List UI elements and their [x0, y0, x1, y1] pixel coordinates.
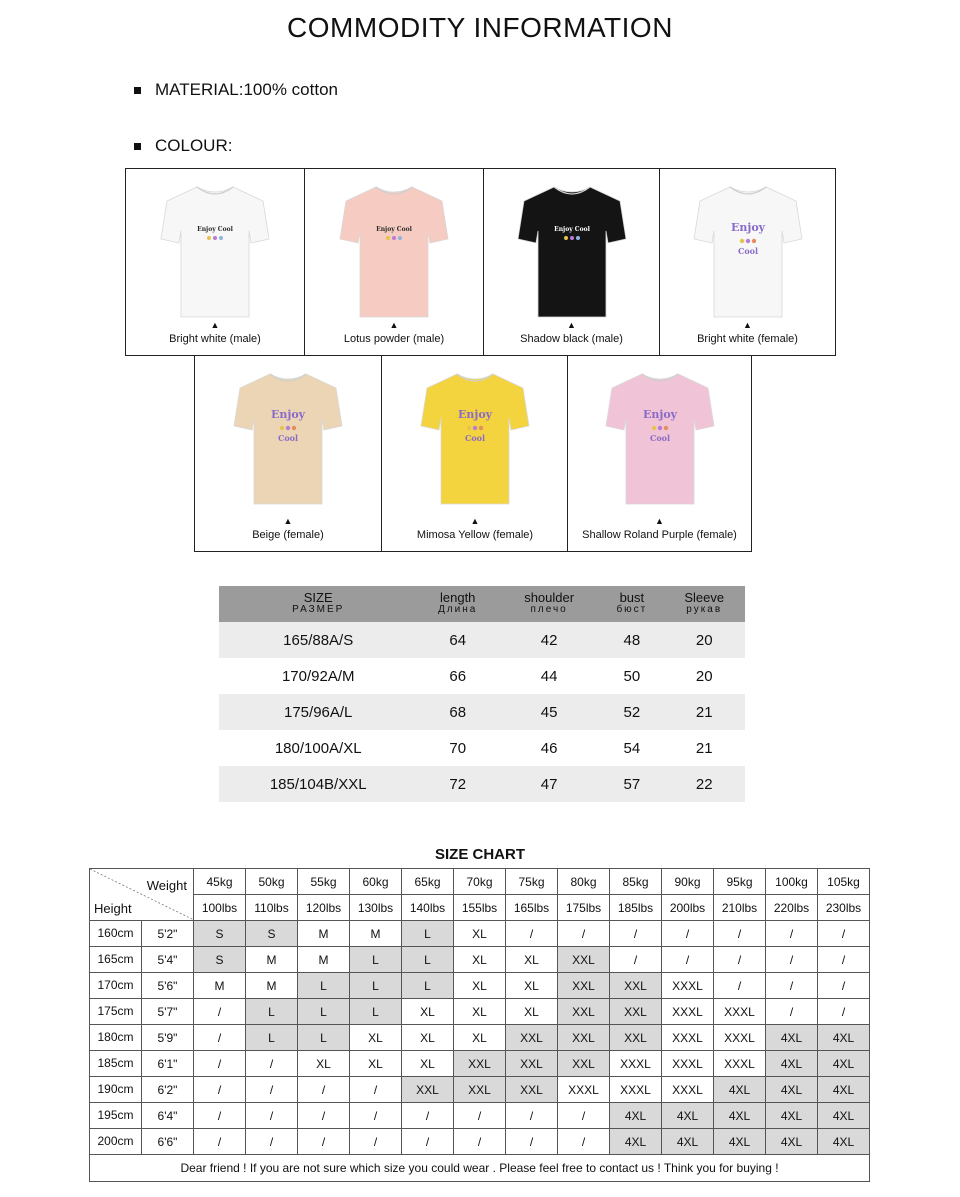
cell-bust: 54: [623, 739, 641, 757]
cell-bust: 50: [623, 667, 641, 685]
weight-kg-header: 60kg: [350, 869, 402, 895]
size-cell: /: [818, 999, 870, 1025]
table-row: [90, 1025, 870, 1051]
size-cell: XL: [506, 999, 558, 1025]
size-cell: /: [298, 1103, 350, 1129]
table-row: [90, 999, 870, 1025]
size-cell: XXL: [558, 1051, 610, 1077]
size-cell: XL: [506, 947, 558, 973]
weight-kg-header: 65kg: [402, 869, 454, 895]
size-cell: 4XL: [714, 1129, 766, 1155]
size-cell: 4XL: [766, 1129, 818, 1155]
size-cell: /: [610, 947, 662, 973]
table-row: [219, 658, 745, 694]
height-ft: 5'4": [157, 952, 178, 967]
size-cell: XXXL: [662, 1051, 714, 1077]
size-cell: /: [194, 1051, 246, 1077]
weight-lbs-header: 230lbs: [818, 895, 870, 921]
weight-kg-header: 85kg: [610, 869, 662, 895]
chart-corner-cell: [90, 869, 194, 921]
size-cell: L: [298, 973, 350, 999]
size-cell: S: [194, 921, 246, 947]
size-cell: 4XL: [818, 1051, 870, 1077]
chart-weight-lbs-row: [90, 895, 870, 921]
height-ft: 6'6": [157, 1134, 178, 1149]
header-bust: bust бюст: [600, 586, 663, 622]
size-cell: /: [506, 921, 558, 947]
size-cell: /: [558, 1129, 610, 1155]
size-cell: /: [818, 973, 870, 999]
size-cell: /: [558, 921, 610, 947]
size-cell: /: [662, 947, 714, 973]
size-cell: 4XL: [766, 1103, 818, 1129]
cell-shoulder: 45: [498, 694, 600, 730]
height-ft: 6'4": [157, 1108, 178, 1123]
size-cell: XXL: [454, 1051, 506, 1077]
height-cm: 175cm: [90, 999, 142, 1024]
cell-sleeve: 22: [663, 766, 745, 802]
weight-lbs-header: 155lbs: [454, 895, 506, 921]
tshirt-image-icon: [604, 368, 716, 513]
size-cell: XXL: [402, 1077, 454, 1103]
size-cell: 4XL: [662, 1129, 714, 1155]
size-cell: 4XL: [662, 1103, 714, 1129]
height-cell: [90, 1103, 194, 1129]
weight-lbs-header: 185lbs: [610, 895, 662, 921]
colour-name: Beige (female): [252, 529, 324, 541]
weight-lbs-header: 220lbs: [766, 895, 818, 921]
size-cell: XXXL: [662, 1025, 714, 1051]
size-cell: 4XL: [818, 1025, 870, 1051]
cell-shoulder: 46: [540, 739, 558, 757]
svg-text:Enjoy Cool: Enjoy Cool: [553, 226, 590, 233]
weight-kg-header: 55kg: [298, 869, 350, 895]
size-cell: S: [194, 947, 246, 973]
size-cell: /: [350, 1077, 402, 1103]
size-chart-title: SIZE CHART: [435, 846, 525, 863]
cell-size: 170/92A/M: [281, 667, 355, 685]
size-cell: XXL: [558, 999, 610, 1025]
weight-lbs-header: 210lbs: [714, 895, 766, 921]
size-cell: /: [246, 1051, 298, 1077]
weight-kg-header: 70kg: [454, 869, 506, 895]
header-shoulder: shoulder плечо: [498, 586, 600, 622]
chart-weight-kg-row: [90, 869, 870, 895]
weight-kg-header: 95kg: [714, 869, 766, 895]
cell-bust: 57: [600, 766, 663, 802]
height-cell: [90, 1077, 194, 1103]
table-row: [90, 1103, 870, 1129]
size-cell: /: [194, 1129, 246, 1155]
colour-swatch: [194, 355, 382, 552]
up-arrow-icon: ▲: [655, 516, 664, 526]
size-cell: XL: [454, 921, 506, 947]
weight-kg-header: 45kg: [194, 869, 246, 895]
tshirt-image-icon: [232, 368, 344, 513]
tshirt-image-icon: [419, 368, 531, 513]
cell-length: 72: [417, 766, 498, 802]
weight-kg-header: 105kg: [818, 869, 870, 895]
weight-kg-header: 100kg: [766, 869, 818, 895]
size-cell: M: [298, 947, 350, 973]
cell-bust: 48: [600, 622, 663, 658]
table-row: [219, 694, 745, 730]
chart-footer-note: Dear friend ! If you are not sure which size you could wear . Please feel free to contact us ! Think you for buying !: [90, 1155, 870, 1182]
size-cell: XL: [350, 1025, 402, 1051]
height-cm: 170cm: [90, 973, 142, 998]
size-cell: XL: [350, 1051, 402, 1077]
size-cell: M: [194, 973, 246, 999]
colour-swatch: [125, 168, 305, 356]
height-ft: 6'1": [157, 1056, 178, 1071]
size-cell: 4XL: [714, 1103, 766, 1129]
svg-text:Enjoy: Enjoy: [642, 408, 677, 421]
height-cm: 200cm: [90, 1129, 142, 1154]
tshirt-image-icon: [516, 181, 628, 326]
size-cell: L: [350, 973, 402, 999]
size-cell: /: [402, 1103, 454, 1129]
height-ft: 6'2": [157, 1082, 178, 1097]
size-cell: /: [454, 1103, 506, 1129]
weight-lbs-header: 130lbs: [350, 895, 402, 921]
colour-swatch: [659, 168, 836, 356]
svg-text:Cool: Cool: [277, 433, 299, 443]
size-cell: 4XL: [610, 1103, 662, 1129]
table-row: [90, 947, 870, 973]
up-arrow-icon: ▲: [389, 320, 399, 330]
size-cell: 4XL: [610, 1129, 662, 1155]
weight-lbs-header: 165lbs: [506, 895, 558, 921]
size-cell: M: [246, 973, 298, 999]
size-cell: XXXL: [714, 1025, 766, 1051]
height-ft: 5'9": [157, 1030, 178, 1045]
table-row: [90, 1129, 870, 1155]
size-cell: XXL: [610, 973, 662, 999]
svg-text:Cool: Cool: [737, 246, 758, 256]
table-row: [219, 622, 745, 658]
size-cell: /: [194, 1077, 246, 1103]
size-cell: XXXL: [610, 1077, 662, 1103]
colour-name: Mimosa Yellow (female): [416, 529, 534, 541]
weight-kg-header: 80kg: [558, 869, 610, 895]
size-cell: XL: [298, 1051, 350, 1077]
height-cell: [90, 921, 194, 947]
colour-name: Shadow black (male): [520, 333, 623, 345]
up-arrow-icon: ▲: [567, 320, 576, 330]
size-cell: XXXL: [558, 1077, 610, 1103]
up-arrow-icon: ▲: [210, 320, 220, 330]
size-cell: /: [610, 921, 662, 947]
table-row: [219, 730, 745, 766]
height-ft: 5'7": [157, 1004, 178, 1019]
cell-length: 64: [417, 622, 498, 658]
size-cell: XL: [402, 1051, 454, 1077]
size-cell: /: [246, 1077, 298, 1103]
size-cell: /: [298, 1129, 350, 1155]
size-cell: L: [246, 1025, 298, 1051]
height-cm: 165cm: [90, 947, 142, 972]
size-cell: L: [402, 921, 454, 947]
table-row: [90, 1051, 870, 1077]
height-ft: 5'6": [157, 978, 178, 993]
weight-kg-header: 75kg: [506, 869, 558, 895]
size-cell: L: [298, 999, 350, 1025]
colour-name: Shallow Roland Purple (female): [582, 529, 737, 541]
cell-size: 175/96A/L: [219, 694, 417, 730]
size-cell: /: [298, 1077, 350, 1103]
size-cell: L: [402, 973, 454, 999]
colour-name: Bright white (female): [697, 333, 798, 345]
height-cm: 160cm: [90, 921, 142, 946]
size-cell: /: [714, 947, 766, 973]
size-cell: /: [714, 973, 766, 999]
size-cell: XXXL: [662, 973, 714, 999]
weight-lbs-header: 120lbs: [298, 895, 350, 921]
size-cell: /: [766, 973, 818, 999]
cell-length: 68: [417, 694, 498, 730]
cell-size: 185/104B/XXL: [219, 766, 417, 802]
weight-lbs-header: 200lbs: [662, 895, 714, 921]
up-arrow-icon: ▲: [283, 516, 293, 526]
size-cell: XXL: [506, 1025, 558, 1051]
size-cell: M: [298, 921, 350, 947]
height-cm: 185cm: [90, 1051, 142, 1076]
weight-lbs-header: 110lbs: [246, 895, 298, 921]
size-cell: XL: [506, 973, 558, 999]
size-cell: /: [766, 921, 818, 947]
size-cell: XXXL: [662, 999, 714, 1025]
cell-sleeve: 20: [695, 667, 713, 685]
size-cell: /: [818, 947, 870, 973]
colour-text: COLOUR:: [155, 136, 233, 155]
size-cell: XL: [454, 999, 506, 1025]
size-cell: L: [246, 999, 298, 1025]
svg-text:Enjoy: Enjoy: [730, 221, 765, 234]
size-cell: /: [246, 1103, 298, 1129]
size-cell: XXL: [610, 999, 662, 1025]
size-cell: 4XL: [714, 1077, 766, 1103]
cell-sleeve: 20: [663, 622, 745, 658]
size-cell: /: [350, 1103, 402, 1129]
cell-length: 70: [449, 739, 467, 757]
material-text: MATERIAL:100% cotton: [155, 80, 338, 99]
size-cell: 4XL: [818, 1077, 870, 1103]
size-cell: XL: [402, 1025, 454, 1051]
size-cell: M: [246, 947, 298, 973]
size-cell: XXXL: [662, 1077, 714, 1103]
size-cell: 4XL: [766, 1051, 818, 1077]
size-cell: XXL: [506, 1077, 558, 1103]
cell-bust: 52: [600, 694, 663, 730]
table-row: [219, 766, 745, 802]
weight-kg-header: 50kg: [246, 869, 298, 895]
cell-sleeve: 21: [663, 694, 745, 730]
weight-lbs-header: 100lbs: [194, 895, 246, 921]
header-length: length Длина: [417, 586, 498, 622]
size-cell: M: [350, 921, 402, 947]
cell-size: 165/88A/S: [219, 622, 417, 658]
size-cell: S: [246, 921, 298, 947]
size-cell: L: [402, 947, 454, 973]
height-cm: 180cm: [90, 1025, 142, 1050]
size-cell: 4XL: [818, 1129, 870, 1155]
colour-swatch: [381, 355, 569, 552]
height-cell: [90, 1025, 194, 1051]
weight-label: Weight: [146, 878, 187, 893]
height-cell: [90, 1129, 194, 1155]
colour-name: Bright white (male): [169, 333, 261, 345]
size-cell: /: [662, 921, 714, 947]
size-measurement-table: [219, 586, 745, 802]
size-cell: 4XL: [766, 1077, 818, 1103]
colour-swatch: [304, 168, 484, 356]
height-ft: 5'2": [157, 926, 178, 941]
size-cell: XXL: [506, 1051, 558, 1077]
up-arrow-icon: ▲: [470, 516, 480, 526]
colour-swatch: [483, 168, 660, 356]
colour-line: [134, 136, 232, 156]
size-cell: XL: [454, 947, 506, 973]
size-cell: XXL: [454, 1077, 506, 1103]
table-row: [90, 973, 870, 999]
material-line: [134, 80, 338, 100]
bullet-square-icon: [134, 143, 141, 150]
cell-shoulder: 44: [540, 667, 558, 685]
size-cell: XXXL: [714, 1051, 766, 1077]
tshirt-image-icon: [692, 181, 804, 326]
size-cell: /: [194, 1103, 246, 1129]
size-cell: XL: [402, 999, 454, 1025]
height-cm: 195cm: [90, 1103, 142, 1128]
size-cell: /: [402, 1129, 454, 1155]
height-cell: [90, 1051, 194, 1077]
height-cell: [90, 999, 194, 1025]
cell-size: 180/100A/XL: [274, 739, 362, 757]
svg-text:Cool: Cool: [649, 433, 670, 443]
size-cell: /: [454, 1129, 506, 1155]
tshirt-image-icon: [159, 181, 271, 326]
size-cell: /: [818, 921, 870, 947]
size-cell: XL: [454, 973, 506, 999]
svg-text:Enjoy Cool: Enjoy Cool: [376, 226, 412, 233]
cell-shoulder: 42: [498, 622, 600, 658]
height-cm: 190cm: [90, 1077, 142, 1102]
weight-kg-header: 90kg: [662, 869, 714, 895]
header-sleeve: Sleeve рукав: [663, 586, 745, 622]
size-cell: /: [766, 947, 818, 973]
chart-footer-row: [90, 1155, 870, 1182]
up-arrow-icon: ▲: [743, 320, 752, 330]
size-cell: XXXL: [714, 999, 766, 1025]
size-cell: XXL: [558, 1025, 610, 1051]
weight-lbs-header: 175lbs: [558, 895, 610, 921]
size-cell: XL: [454, 1025, 506, 1051]
size-cell: /: [194, 999, 246, 1025]
svg-text:Cool: Cool: [464, 433, 486, 443]
size-cell: /: [766, 999, 818, 1025]
svg-text:Enjoy: Enjoy: [457, 408, 493, 421]
table-row: [90, 921, 870, 947]
size-cell: L: [350, 947, 402, 973]
cell-sleeve: 21: [695, 739, 713, 757]
size-cell: L: [350, 999, 402, 1025]
page-title: COMMODITY INFORMATION: [287, 12, 673, 43]
size-cell: /: [714, 921, 766, 947]
size-cell: /: [194, 1025, 246, 1051]
svg-text:Enjoy Cool: Enjoy Cool: [197, 226, 233, 233]
tshirt-image-icon: [338, 181, 450, 326]
size-cell: 4XL: [818, 1103, 870, 1129]
weight-lbs-header: 140lbs: [402, 895, 454, 921]
height-label: Height: [94, 901, 132, 916]
size-table-header-row: [219, 586, 745, 622]
size-cell: XXL: [558, 947, 610, 973]
cell-shoulder: 47: [498, 766, 600, 802]
size-cell: 4XL: [766, 1025, 818, 1051]
size-cell: L: [298, 1025, 350, 1051]
colour-swatch: [567, 355, 752, 552]
size-cell: /: [506, 1103, 558, 1129]
cell-length: 66: [449, 667, 467, 685]
height-cell: [90, 947, 194, 973]
bullet-square-icon: [134, 87, 141, 94]
size-cell: XXXL: [610, 1051, 662, 1077]
header-size: SIZE РАЗМЕР: [219, 586, 417, 622]
size-cell: XXL: [610, 1025, 662, 1051]
colour-name: Lotus powder (male): [343, 333, 445, 345]
height-cell: [90, 973, 194, 999]
size-cell: /: [558, 1103, 610, 1129]
size-cell: /: [350, 1129, 402, 1155]
size-chart-table: [89, 868, 870, 1182]
svg-text:Enjoy: Enjoy: [270, 408, 306, 421]
size-cell: /: [506, 1129, 558, 1155]
size-cell: /: [246, 1129, 298, 1155]
size-cell: XXL: [558, 973, 610, 999]
table-row: [90, 1077, 870, 1103]
